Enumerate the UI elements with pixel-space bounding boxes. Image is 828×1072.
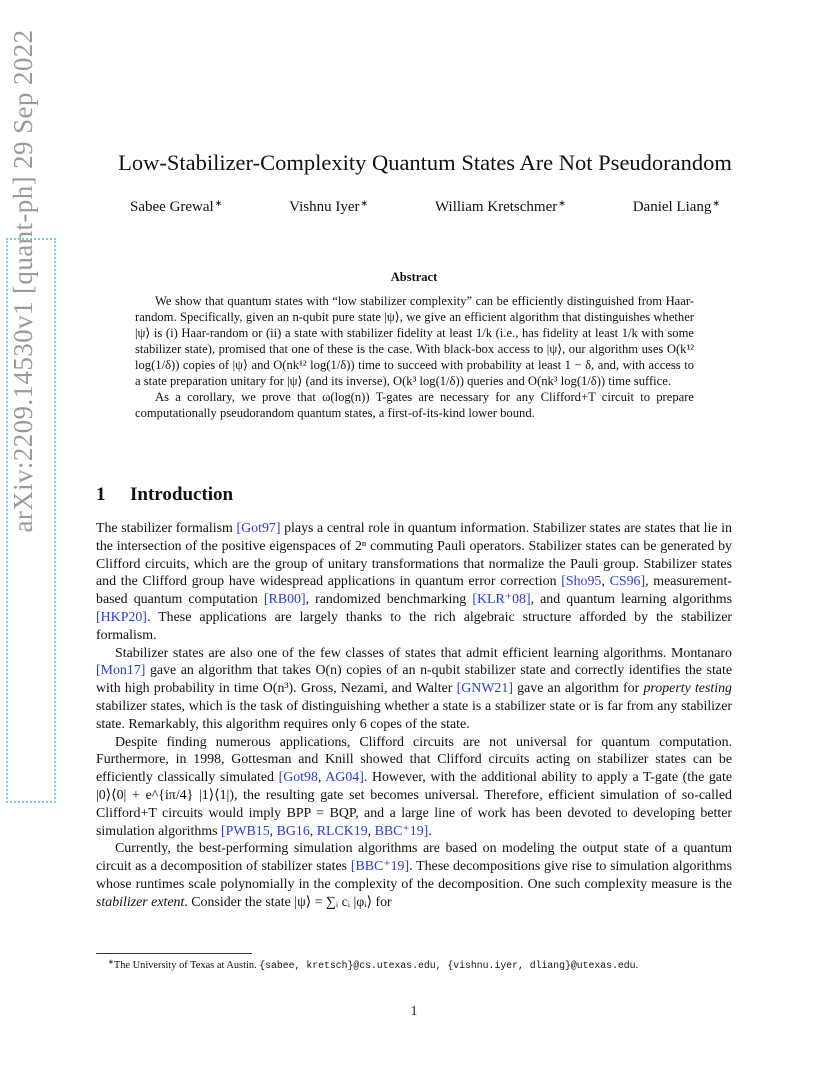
page-number: 1 [410, 1003, 418, 1018]
citation-link[interactable]: [BBC⁺19] [350, 859, 410, 875]
footnote: ∗The University of Texas at Austin. {sabee, kretsch}@cs.utexas.edu, {vishnu.iyer, dliang}@utexas.edu. [108, 958, 639, 971]
author [289, 198, 368, 216]
author-footnote-mark[interactable]: ∗ [712, 198, 720, 208]
abstract-paragraph: As a corollary, we prove that ω(log(n)) T-gates are necessary for any Clifford+T circuit to prepare computationally pseudorandom quantum states, a first-of-its-kind lower bound. [135, 390, 694, 420]
author-name: William Kretschmer [434, 199, 558, 215]
citation-link[interactable]: BBC⁺19] [374, 823, 429, 839]
citation-link[interactable]: [PWB15 [221, 823, 270, 839]
citation-link[interactable]: [Sho95 [561, 574, 602, 590]
author-name: Sabee Grewal [130, 199, 214, 215]
citation-link[interactable]: [Got97] [236, 521, 281, 536]
emphasized-term: stabilizer extent [96, 894, 185, 910]
author [435, 198, 566, 216]
abstract-heading: Abstract [390, 270, 438, 284]
author-footnote-mark[interactable]: ∗ [360, 198, 369, 208]
author-list [130, 198, 720, 216]
body-paragraph: Currently, the best-performing simulation algorithms are based on modeling the output state of a quantum circuit as a decomposition of stabilizer states [BBC⁺19]. These decompositions give rise to simulation algorithms whose runtimes scale polynomially in the complexity of the decomposition. One such complexity measure is the stabilizer extent. Consider the state |ψ⟩ = ∑ᵢ cᵢ |φᵢ⟩ for [96, 841, 732, 910]
abstract [135, 293, 694, 421]
author-footnote-mark[interactable]: ∗ [214, 198, 223, 208]
section-heading [96, 484, 732, 506]
footnote-mark: ∗ [108, 958, 114, 966]
author [130, 198, 222, 216]
citation-link[interactable]: [Mon17] [96, 663, 146, 679]
citation-link[interactable]: [Got98 [278, 770, 318, 786]
body-paragraph: Despite finding numerous applications, Clifford circuits are not universal for quantum computation. Furthermore, in 1998, Gottesman and Knill showed that Clifford circuits acting on stabilizer states can be efficiently classically simulated [Got98, AG04]. However, with the additional ability to apply a T-gate (the gate |0⟩⟨0| + e^{iπ/4} |1⟩⟨1|), the resulting gate set becomes universal. Therefore, efficient simulation of so-called Clifford+T circuits would imply BPP = BQP, and a large line of work has been devoted to developing better simulation algorithms [PWB15, BG16, RLCK19, BBC⁺19]. [96, 734, 732, 839]
body-paragraph: Stabilizer states are also one of the few classes of states that admit efficient learning algorithms. Montanaro [Mon17] gave an algorithm that takes O(n) copies of an n-qubit stabilizer state and correctly identifies the state with high probability in time O(n³). Gross, Nezami, and Walter [GNW21] gave an algorithm for property testing stabilizer states, which is the task of distinguishing whether a state is a stabilizer state or is far from any stabilizer state. Remarkably, this algorithm requires only 6 copes of the state. [96, 645, 732, 732]
arxiv-stamp[interactable]: arXiv:2209.14530v1 [quant-ph] 29 Sep 2022 [8, 29, 38, 533]
author [633, 198, 720, 216]
body-text [96, 520, 732, 912]
author-name: Vishnu Iyer [289, 199, 360, 215]
author-name: Daniel Liang [632, 199, 712, 215]
footnote-emails[interactable]: {sabee, kretsch}@cs.utexas.edu, {vishnu.iyer, dliang}@utexas.edu [259, 960, 636, 971]
citation-link[interactable]: [HKP20] [96, 609, 147, 625]
footnote-rule [96, 953, 252, 954]
author-footnote-mark[interactable]: ∗ [558, 198, 566, 208]
section-number: 1 [96, 484, 106, 505]
citation-link[interactable]: CS96] [609, 574, 646, 590]
citation-link[interactable]: AG04] [325, 770, 364, 786]
footnote-affiliation: The University of Texas at Austin. [113, 960, 260, 971]
citation-link[interactable]: RLCK19 [316, 823, 368, 839]
emphasized-term: property testing [643, 681, 732, 697]
body-paragraph: The stabilizer formalism [Got97] plays a central role in quantum information. Stabilizer states are states that lie in the intersection of the positive eigenspaces of 2ⁿ commuting Pauli operators. Stabilizer states can be generated by Clifford circuits, which are the group of unitary transformations that normalize the Pauli group. Stabilizer states and the Clifford group have widespread applications in quantum error correction [Sho95, CS96], measurement-based quantum computation [RB00], randomized benchmarking [KLR⁺08], and quantum learning algorithms [HKP20]. These applications are largely thanks to the rich algebraic structure afforded by the stabilizer formalism. [96, 521, 732, 643]
paper-title: Low-Stabilizer-Complexity Quantum States Are Not Pseudorandom [118, 150, 732, 175]
abstract-paragraph: We show that quantum states with “low stabilizer complexity” can be efficiently distinguished from Haar-random. Specifically, given an n-qubit pure state |ψ⟩, we give an efficient algorithm that distinguishes whether |ψ⟩ is (i) Haar-random or (ii) a state with stabilizer fidelity at least 1/k (i.e., has fidelity at least 1/k with some stabilizer state), promised that one of these is the case. With black-box access to |ψ⟩, our algorithm uses O(k¹² log(1/δ)) copies of |ψ⟩ and O(nk¹² log(1/δ)) time to succeed with probability at least 1 − δ, and, with access to a state preparation unitary for |ψ⟩ (and its inverse), O(k³ log(1/δ)) queries and O(nk³ log(1/δ)) time suffice. [135, 294, 694, 388]
citation-link[interactable]: [RB00] [263, 592, 306, 608]
citation-link[interactable]: [GNW21] [456, 681, 513, 697]
citation-link[interactable]: BG16 [276, 823, 310, 839]
section-title: Introduction [130, 484, 234, 505]
citation-link[interactable]: [KLR⁺08] [472, 592, 531, 608]
